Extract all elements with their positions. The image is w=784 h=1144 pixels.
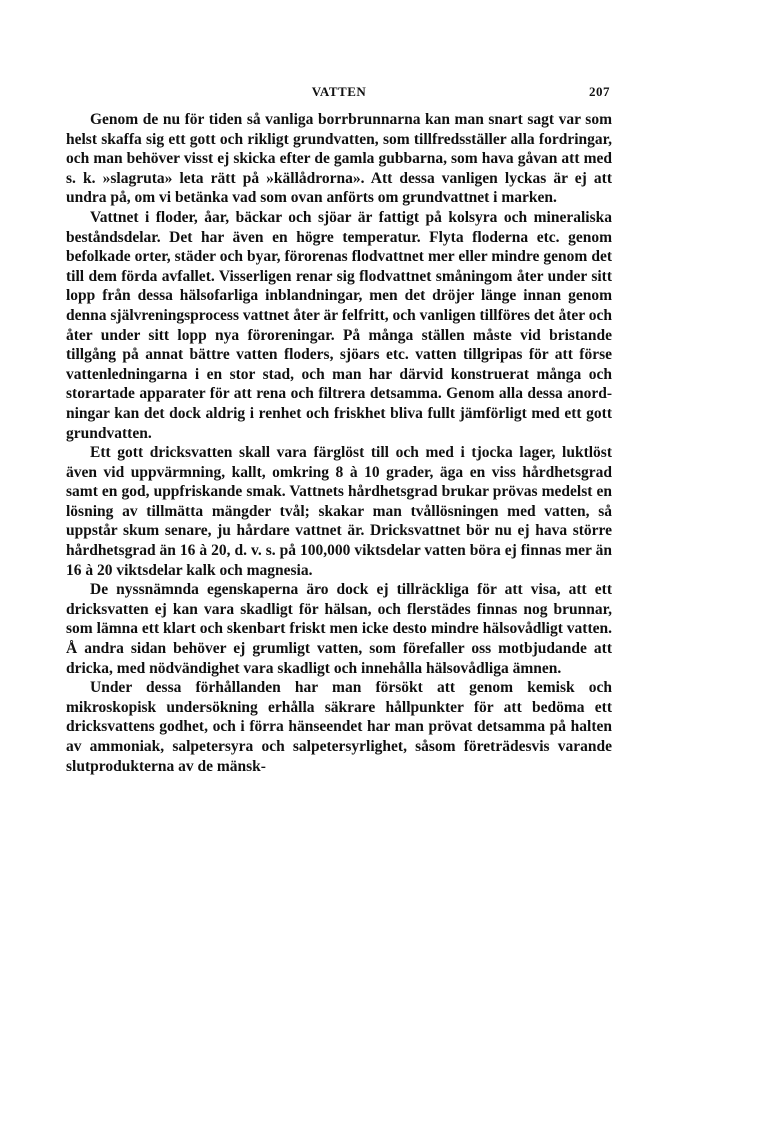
paragraph-2: Vattnet i floder, åar, bäckar och sjöar är fattigt på kolsyra och mineraliska beståndsdelar. Det har även en högre temperatur. Flyta floderna etc. genom befolkade orter, städer och byar, förorenas flodvattnet mer eller mindre genom det till dem förda avfallet. Visserligen renar sig flodvattnet småningom åter under sitt lopp från dessa hälsofarliga inblandningar, men det dröjer länge innan genom denna självreningsprocess vattnet åter är felfritt, och vanligen tillföres det åter och åter under sitt lopp nya föroreningar. På många ställen måste vid bristande tillgång på annat bättre vatten floders, sjöars etc. vatten tillgripas för att förse vattenledningarna i en stor stad, och man har därvid konstruerat många och storartade apparater för att rena och filtrera detsamma. Genom alla dessa anordningar kan det dock aldrig i renhet och friskhet bliva fullt jämförligt med ett gott grundvatten. <box>66 208 612 442</box>
paragraph-5: Under dessa förhållanden har man försökt att genom kemisk och mikroskopisk undersökning erhålla säkrare hållpunkter för att bedöma ett dricksvattens godhet, och i förra hänseendet har man prövat detsamma på halten av ammoniak, salpetersyra och salpetersyrlighet, såsom företrädesvis varande slutprodukterna av de mänsk- <box>66 679 612 775</box>
running-title: VATTEN <box>311 84 367 99</box>
body-text <box>66 110 612 776</box>
running-header <box>66 80 612 102</box>
paragraph-1: Genom de nu för tiden så vanliga borrbrunnarna kan man snart sagt var som helst skaffa sig ett gott och rikligt grundvatten, som tillfredsställer alla fordringar, och man behöver visst ej skicka efter de gamla gubbarna, som hava gåvan att med s. k. »slagruta» leta rätt på »källådrorna». Att dessa vanligen lyckas är ej att undra på, om vi betänka vad som ovan anförts om grundvattnet i marken. <box>66 111 612 207</box>
page-number: 207 <box>589 84 610 99</box>
book-page <box>66 80 612 776</box>
paragraph-3: Ett gott dricksvatten skall vara färglöst till och med i tjocka lager, luktlöst även vid uppvärmning, kallt, omkring 8 à 10 grader, äga en viss hårdhetsgrad samt en god, uppfriskande smak. Vattnets hårdhetsgrad brukar prövas medelst en lösning av tillmätta mängder tvål; skakar man tvållösningen med vatten, så uppstår skum senare, ju hårdare vattnet är. Dricksvattnet bör nu ej hava större hårdhetsgrad än 16 à 20, d. v. s. på 100,000 viktsdelar vatten böra ej finnas mer än 16 à 20 viktsdelar kalk och magnesia. <box>66 444 612 579</box>
paragraph-4: De nyssnämnda egenskaperna äro dock ej tillräckliga för att visa, att ett dricksvatten ej kan vara skadligt för hälsan, och flerstädes finnas nog brunnar, som lämna ett klart och skenbart friskt men icke desto mindre hälsovådligt vatten. Å andra sidan behöver ej grumligt vatten, som förefaller oss motbjudande att dricka, med nödvändighet vara skadligt och innehålla hälsovådliga ämnen. <box>66 581 612 677</box>
